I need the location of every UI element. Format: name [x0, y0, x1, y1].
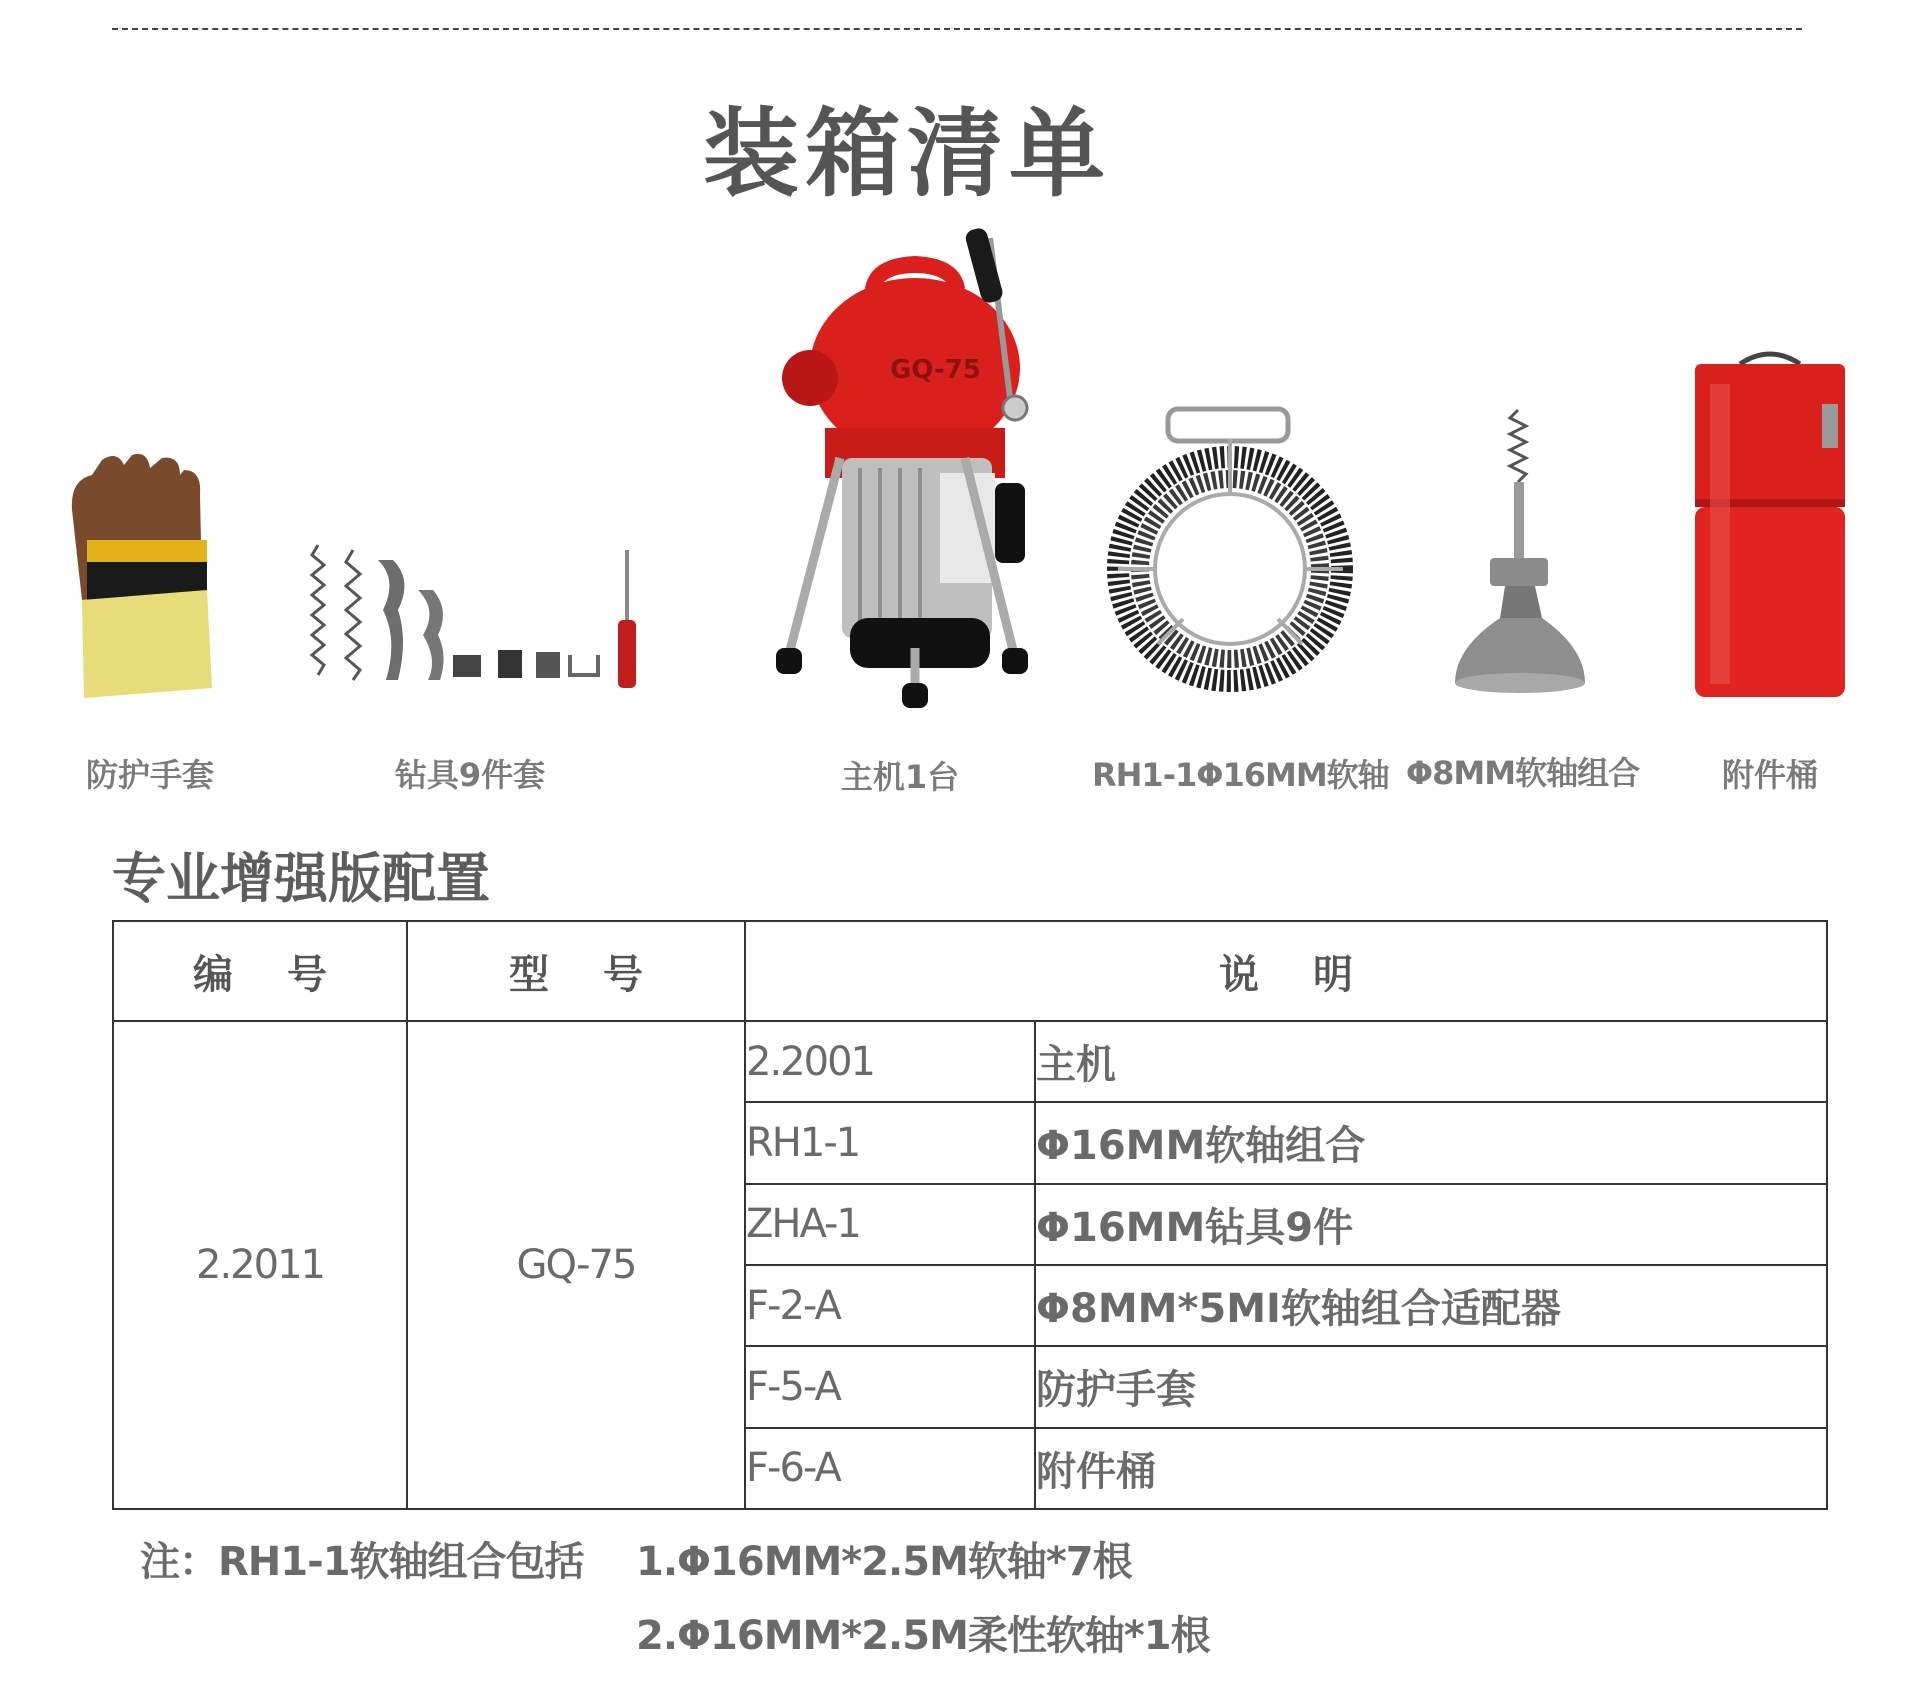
product-label: 主机1台: [840, 758, 960, 796]
header-model: 型号: [407, 921, 745, 1021]
config-table: [112, 920, 1828, 1510]
small-cable-icon: [1450, 408, 1590, 704]
product-machine: [770, 228, 1035, 710]
model-cell: GQ-75: [407, 1021, 745, 1509]
code-cell: 2.2001: [745, 1021, 1035, 1102]
table-header-row: [113, 921, 1827, 1021]
code-cell: F-5-A: [745, 1346, 1035, 1427]
bucket-icon: [1690, 344, 1850, 704]
desc-cell: Φ16MM钻具9件: [1035, 1184, 1827, 1265]
note-line-2: 2.Φ16MM*2.5M柔性软轴*1根: [636, 1613, 1210, 1659]
cable-coil-icon: [1098, 404, 1363, 704]
glove-icon: [62, 450, 222, 700]
page-title: 装箱清单: [703, 98, 1111, 210]
product-label: 附件桶: [1721, 756, 1818, 794]
code-cell: RH1-1: [745, 1102, 1035, 1183]
drill-bits-icon: [298, 540, 668, 700]
table-row: [113, 1021, 1827, 1102]
product-cable-coil: [1098, 404, 1363, 704]
product-small-cable: [1450, 408, 1590, 704]
desc-cell: 附件桶: [1035, 1428, 1827, 1509]
code-cell: F-2-A: [745, 1265, 1035, 1346]
product-drill-bits: [298, 540, 668, 700]
product-glove: [62, 450, 222, 700]
product-label: 防护手套: [85, 756, 214, 794]
desc-cell: Φ8MM*5MI软轴组合适配器: [1035, 1265, 1827, 1346]
product-label: 钻具9件套: [394, 756, 546, 794]
header-description: 说明: [745, 921, 1827, 1021]
desc-cell: 防护手套: [1035, 1346, 1827, 1427]
header-number: 编号: [113, 921, 407, 1021]
note-prefix: 注：RH1-1软轴组合包括: [140, 1539, 584, 1585]
product-bucket: [1690, 344, 1850, 704]
machine-icon: [770, 228, 1035, 710]
desc-cell: Φ16MM软轴组合: [1035, 1102, 1827, 1183]
top-divider: [112, 28, 1802, 30]
desc-cell: 主机: [1035, 1021, 1827, 1102]
product-label: RH1-1Φ16MM软轴: [1092, 756, 1389, 794]
number-cell: 2.2011: [113, 1021, 407, 1509]
product-label: Φ8MM软轴组合: [1405, 754, 1640, 792]
code-cell: ZHA-1: [745, 1184, 1035, 1265]
section-title: 专业增强版配置: [112, 847, 490, 910]
note-line-1: 1.Φ16MM*2.5M软轴*7根: [636, 1539, 1132, 1585]
code-cell: F-6-A: [745, 1428, 1035, 1509]
machine-badge: GQ-75: [890, 355, 981, 385]
